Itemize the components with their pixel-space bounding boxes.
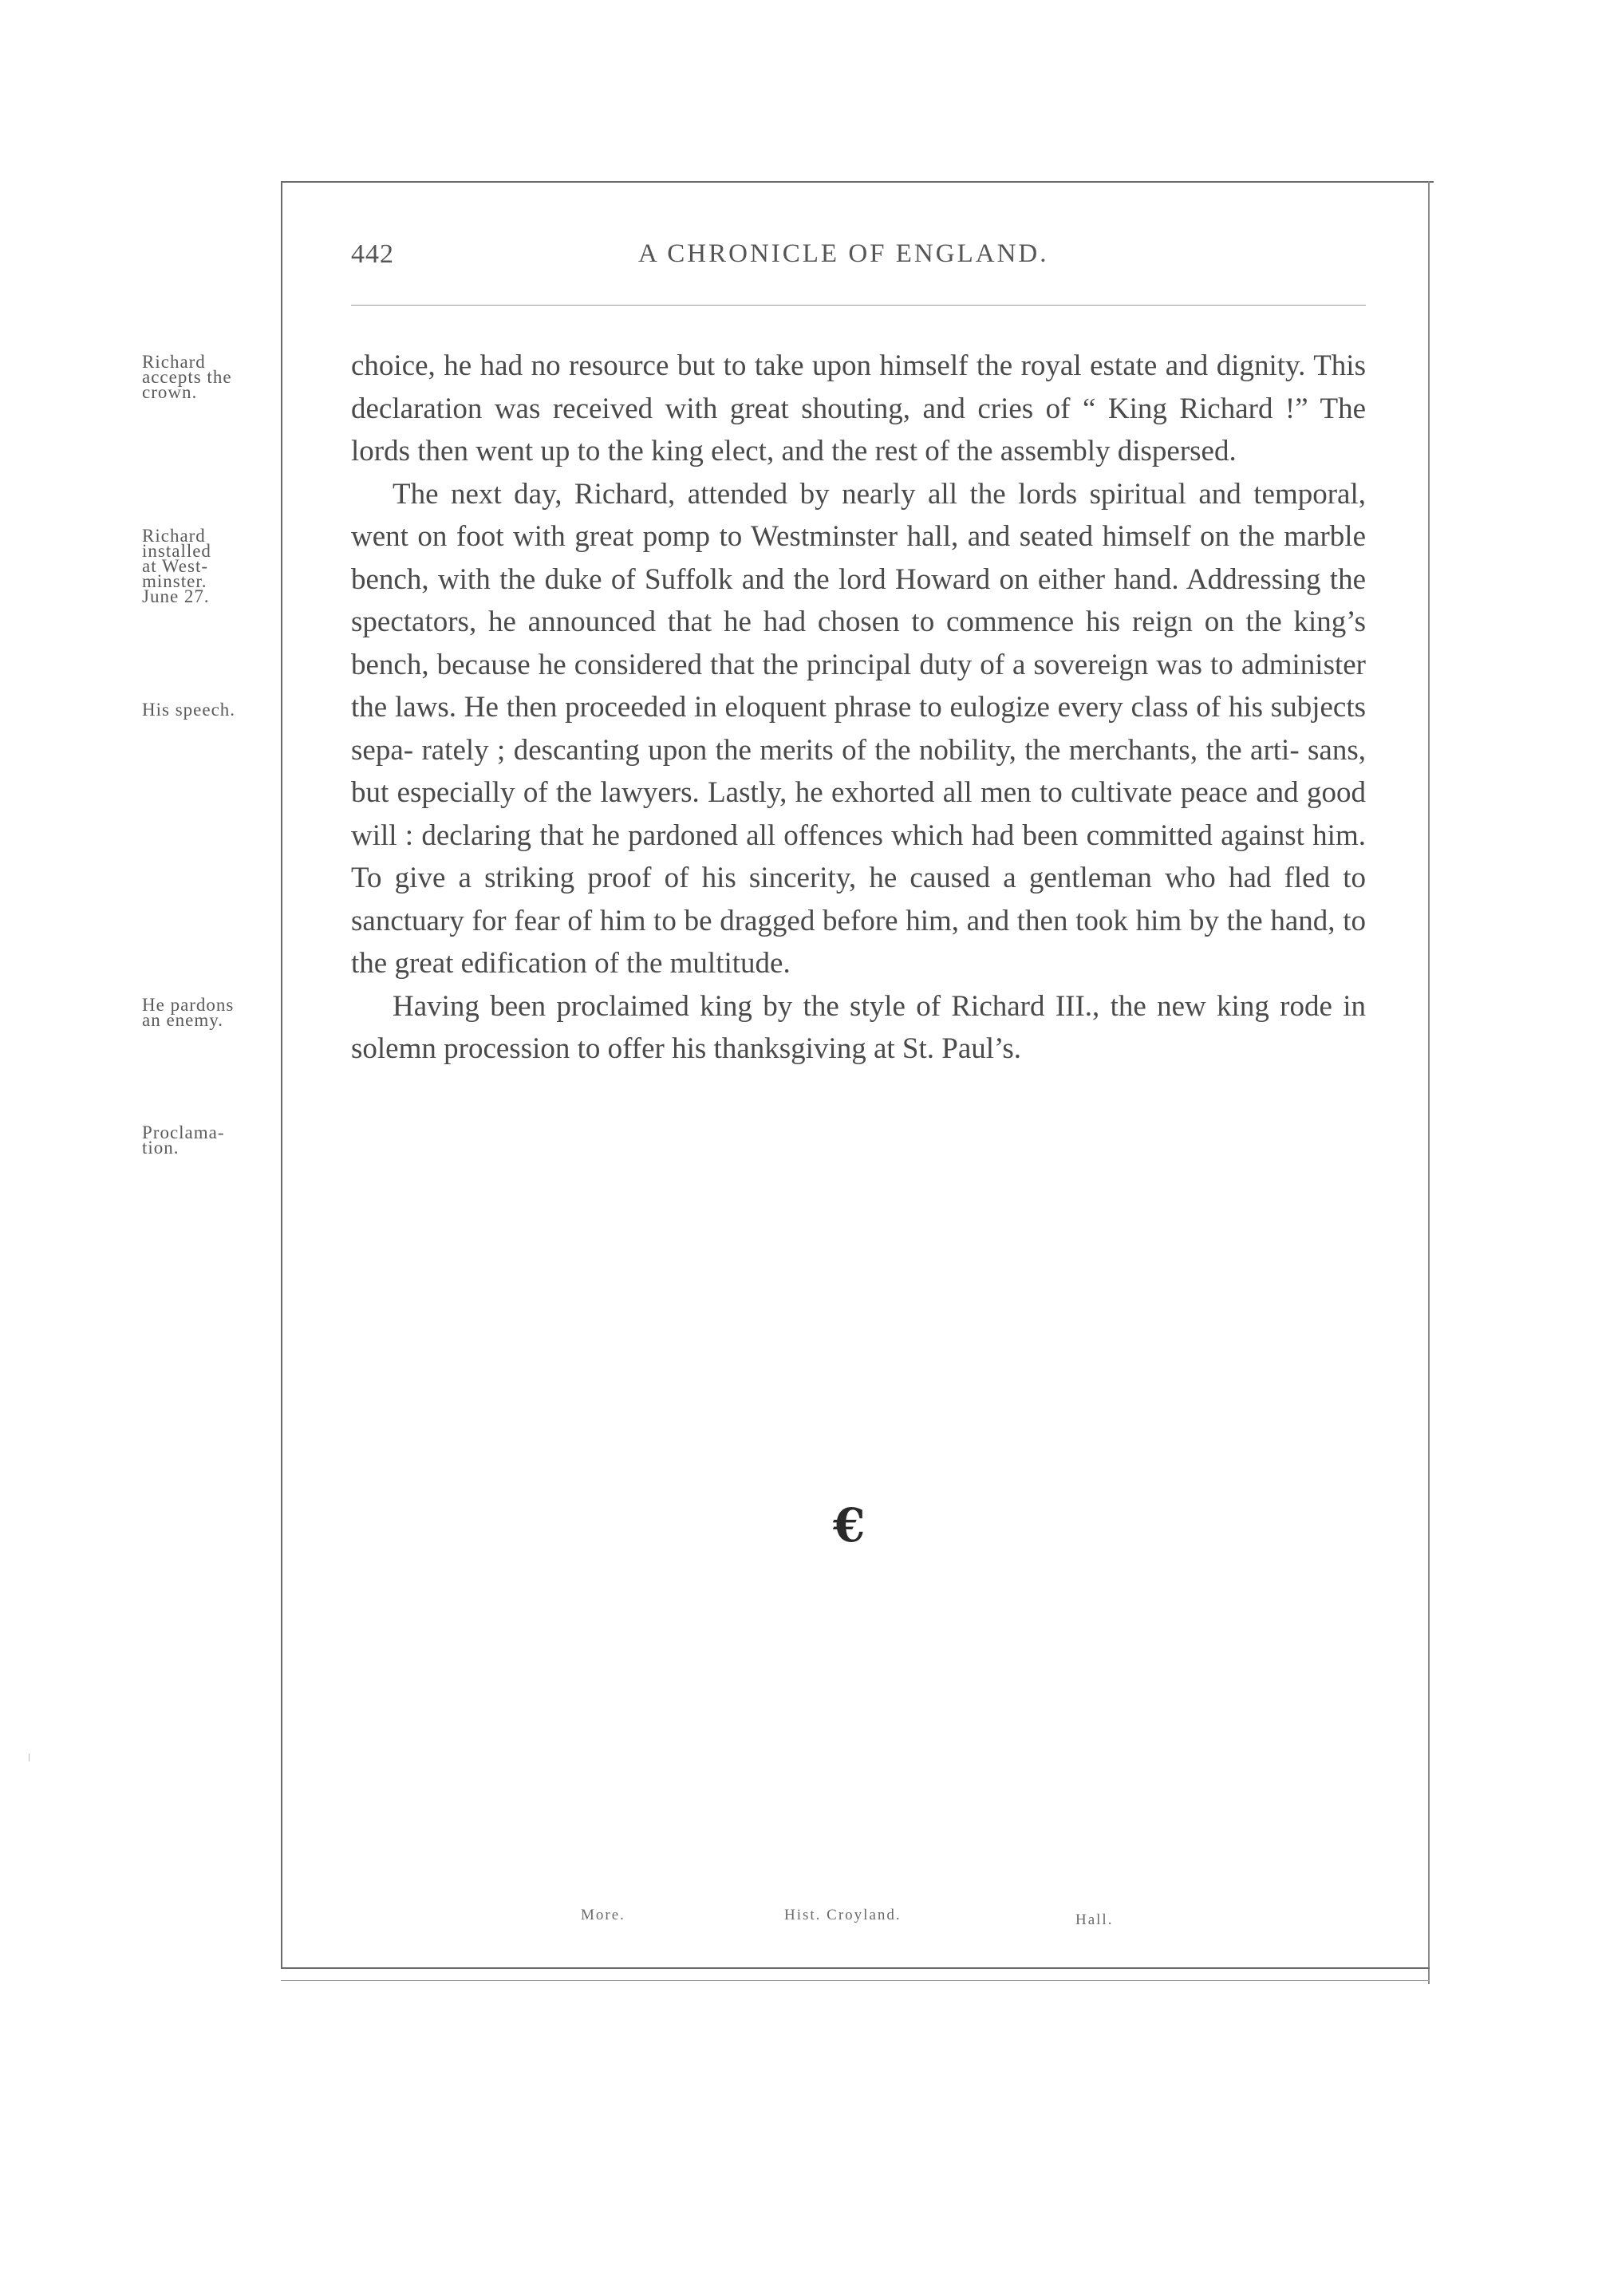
side-note-pardons <box>142 997 234 1028</box>
plate-frame-bottom-inner <box>281 1980 1430 1981</box>
plate-frame-bottom <box>281 1967 1430 1969</box>
source-more: More. <box>581 1907 625 1923</box>
paragraph: The next day, Richard, attended by nearly all the lords spiritual and temporal, went on foot with great pomp to Westminster hall, and seated himself on the marble bench, with the duke of Suffolk and the lord Howard on either hand. Addressing the spectators, he announced that he had chosen to commence his reign on the king’s bench, because he considered that the principal duty of a sovereign was to administer the laws. He then proceeded in eloquent phrase to eulogize every class of his subjects sepa- rately ; descanting upon the merits of the nobility, the merchants, the arti- sans, but especially of the lawyers. Lastly, he exhorted all men to cultivate peace and good will : declaring that he pardoned all offences which had been committed against him. To give a striking proof of his sincerity, he caused a gentleman who had fled to sanctuary for fear of him to be dragged before him, and then took him by the hand, to the great edification of the multitude. <box>351 477 1366 980</box>
paragraph: choice, he had no resource but to take upon himself the royal estate and dignity. This declaration was received with great shouting, and cries of “ King Richard !” The lords then went up to the king elect, and the rest of the assembly dispersed. <box>351 349 1366 467</box>
side-note-line: His speech. <box>142 700 236 720</box>
source-croyland: Hist. Croyland. <box>784 1907 902 1923</box>
side-note-line: an enemy. <box>142 1010 224 1030</box>
margin-mark <box>29 1754 30 1761</box>
side-note-line: installed <box>142 541 211 561</box>
side-note-line: tion. <box>142 1138 180 1158</box>
side-note-installed <box>142 528 211 604</box>
side-note-speech <box>142 700 236 720</box>
side-note-line: accepts the <box>142 367 232 387</box>
side-note-accepts-crown <box>142 354 232 400</box>
side-note-proclamation <box>142 1122 225 1158</box>
side-note-line: He pardons <box>142 995 235 1015</box>
header-rule <box>351 305 1366 306</box>
side-note-line: Proclama- <box>142 1122 225 1142</box>
plate-frame-top <box>281 181 1434 183</box>
source-hall: Hall. <box>1075 1911 1114 1928</box>
side-note-line: Richard <box>142 526 206 546</box>
plate-frame-left <box>281 181 282 1968</box>
side-note-line: crown. <box>142 382 198 402</box>
paragraph: Having been proclaimed king by the style of Richard III., the new king rode in solemn procession to offer his thanksgiving at St. Paul’s. <box>351 989 1366 1065</box>
side-note-line: June 27. <box>142 586 210 606</box>
running-head: A CHRONICLE OF ENGLAND. <box>638 239 1049 268</box>
body-text <box>351 345 1366 1071</box>
side-note-line: at West- <box>142 556 209 576</box>
page-number: 442 <box>351 239 394 269</box>
plate-frame-right <box>1428 181 1430 1984</box>
ornament-icon: € <box>833 1498 866 1552</box>
side-note-line: minster. <box>142 571 207 591</box>
side-note-line: Richard <box>142 352 206 372</box>
